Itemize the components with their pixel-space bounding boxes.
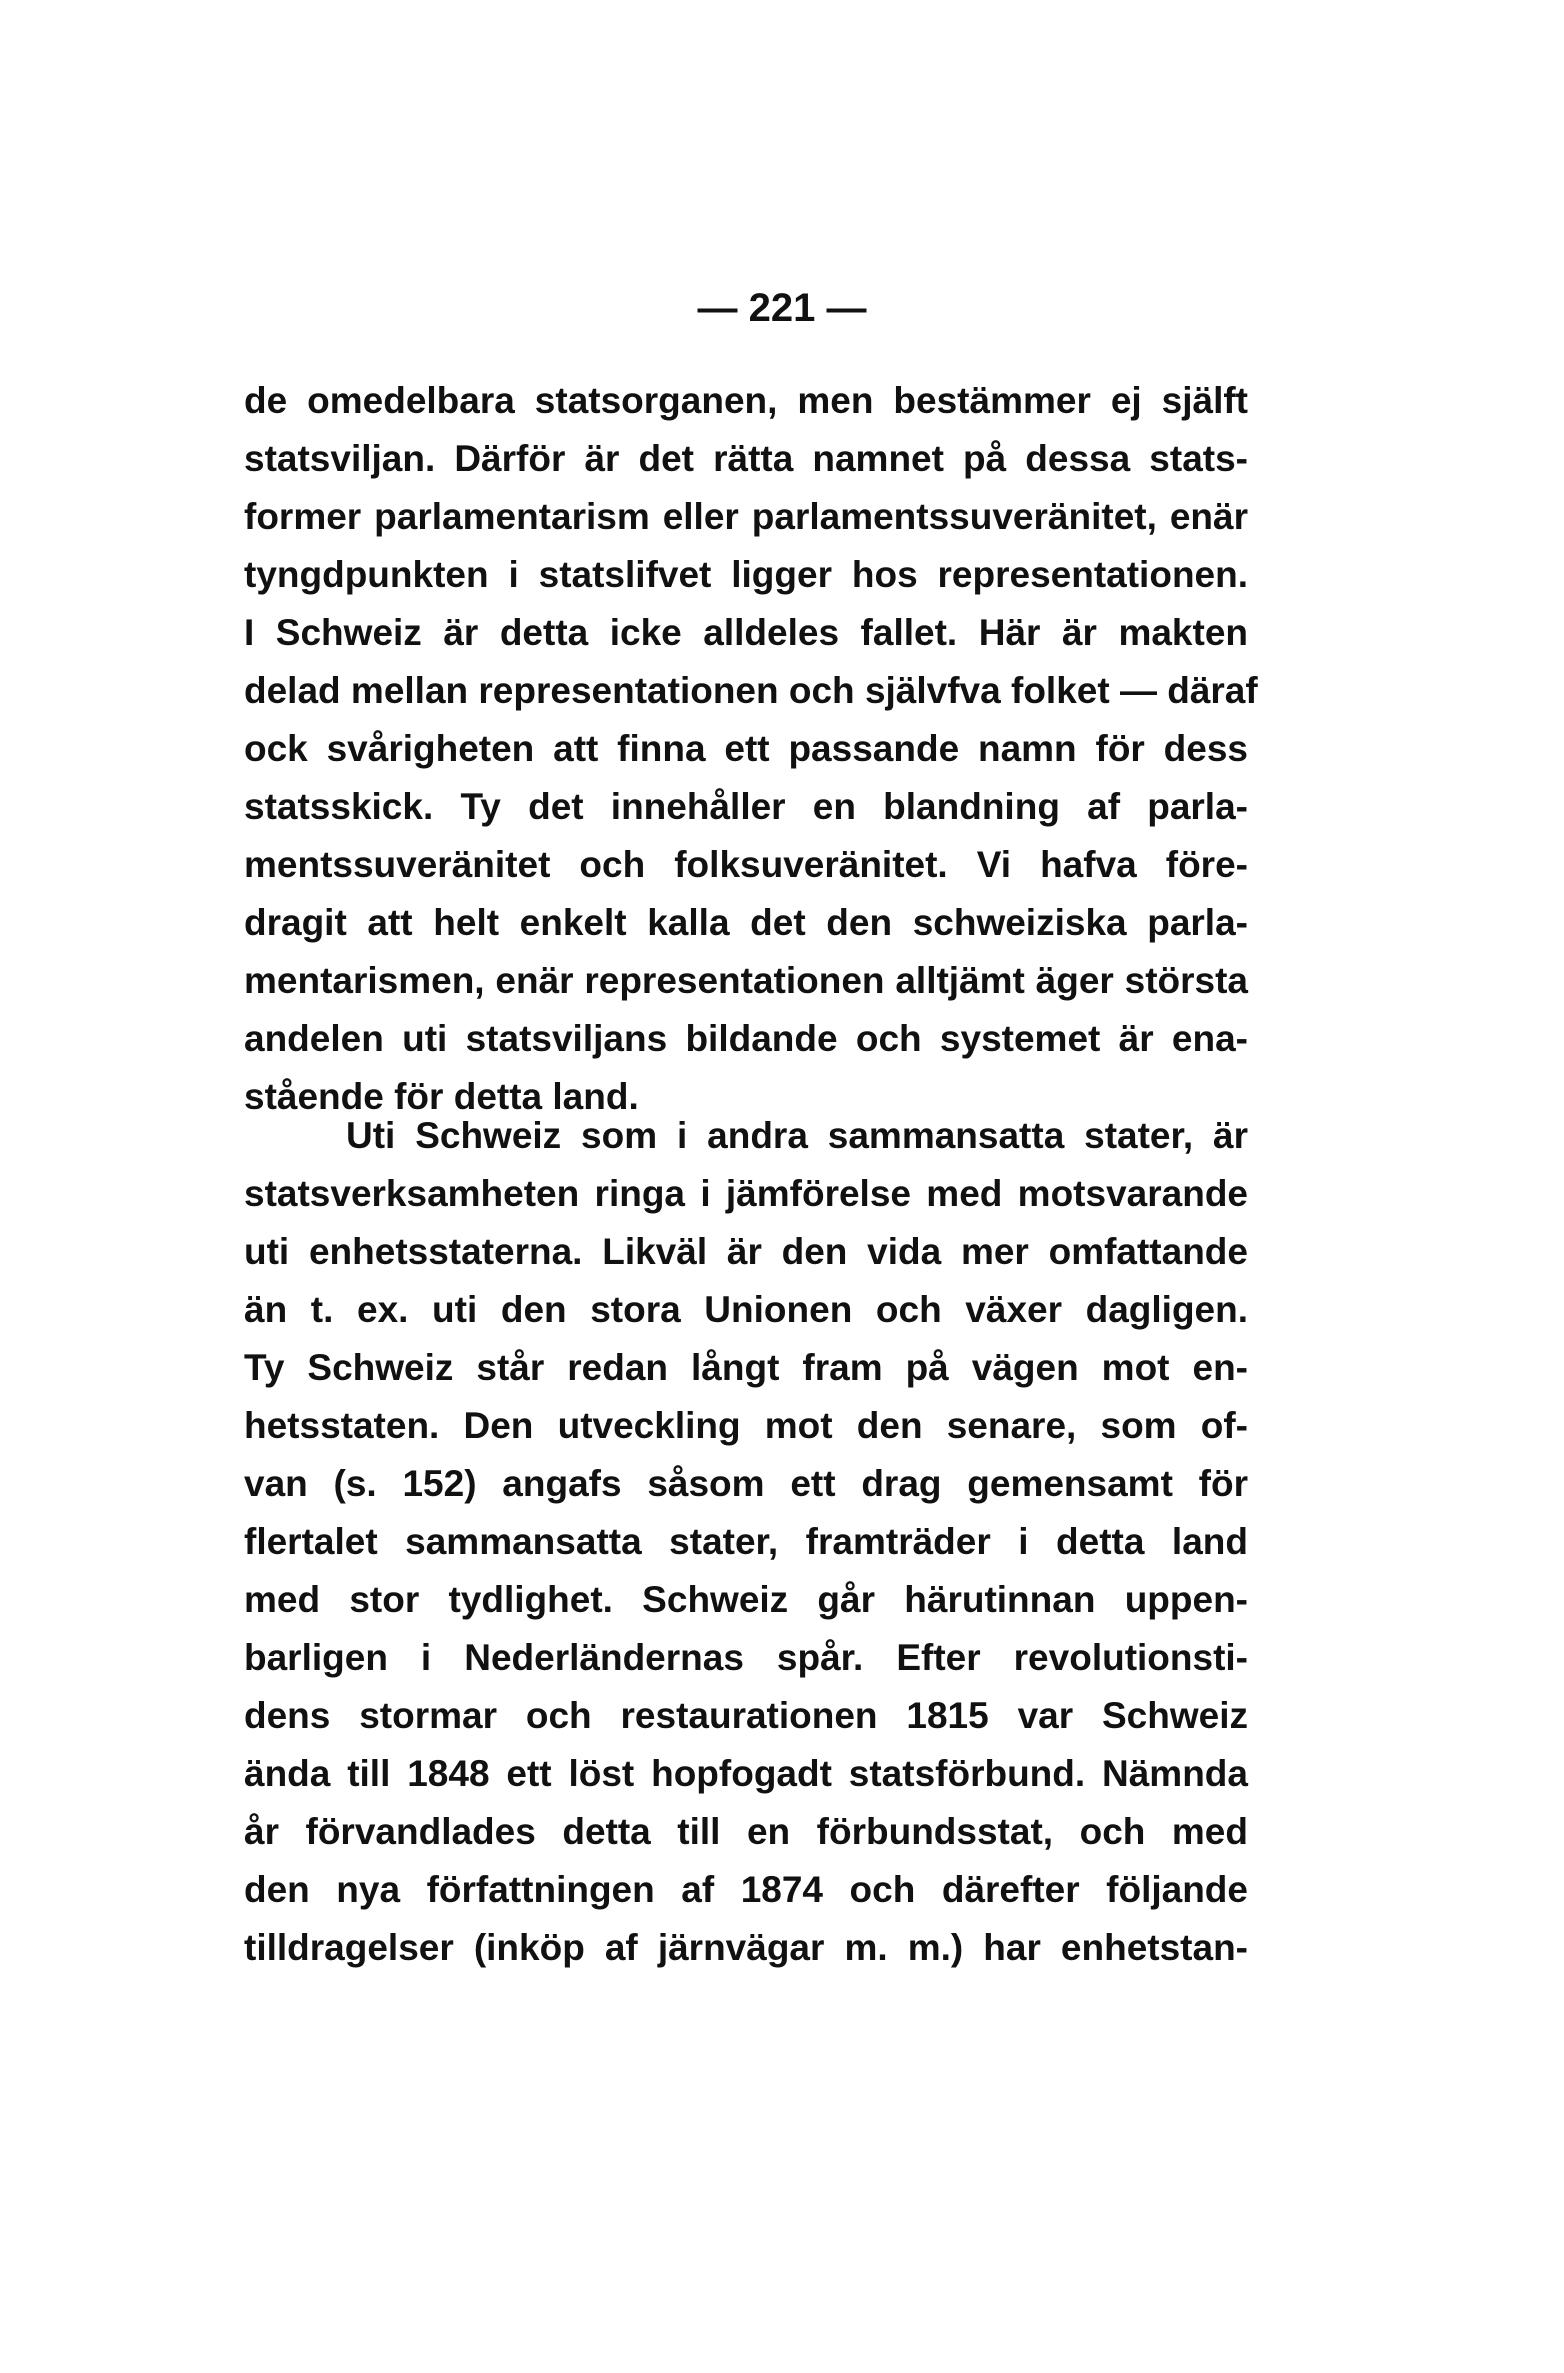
- text-line: Uti Schweiz som i andra sammansatta stater, är: [346, 1115, 1248, 1156]
- text-line: barligen i Nederländernas spår. Efter revolutionsti-: [244, 1637, 1248, 1678]
- text-line: med stor tydlighet. Schweiz går härutinnan uppen-: [244, 1579, 1248, 1620]
- text-line: dragit att helt enkelt kalla det den schweiziska parla-: [244, 902, 1248, 943]
- text-line: flertalet sammansatta stater, framträder i detta land: [244, 1521, 1248, 1562]
- text-line: tilldragelser (inköp af järnvägar m. m.) har enhetstan-: [244, 1927, 1248, 1968]
- text-line: I Schweiz är detta icke alldeles fallet. Här är makten: [244, 612, 1248, 653]
- text-line: stående för detta land.: [244, 1076, 639, 1117]
- text-line: dens stormar och restaurationen 1815 var Schweiz: [244, 1695, 1248, 1736]
- text-line: statsskick. Ty det innehåller en blandning af parla-: [244, 786, 1248, 827]
- paragraph-2: [244, 1107, 1248, 1977]
- text-line: andelen uti statsviljans bildande och systemet är ena-: [244, 1018, 1248, 1059]
- text-line: ock svårigheten att finna ett passande namn för dess: [244, 728, 1248, 769]
- text-line: van (s. 152) angafs såsom ett drag gemensamt för: [244, 1463, 1248, 1504]
- text-line: hetsstaten. Den utveckling mot den senare, som of-: [244, 1405, 1248, 1446]
- text-line: statsviljan. Därför är det rätta namnet på dessa stats-: [244, 438, 1248, 479]
- text-line: ända till 1848 ett löst hopfogadt statsförbund. Nämnda: [244, 1753, 1248, 1794]
- text-line: uti enhetsstaterna. Likväl är den vida mer omfattande: [244, 1231, 1248, 1272]
- text-line: än t. ex. uti den stora Unionen och växer dagligen.: [244, 1289, 1248, 1330]
- text-line: tyngdpunkten i statslifvet ligger hos representationen.: [244, 554, 1248, 595]
- text-line: statsverksamheten ringa i jämförelse med motsvarande: [244, 1173, 1248, 1214]
- text-line: former parlamentarism eller parlamentssuveränitet, enär: [244, 496, 1248, 537]
- text-line: delad mellan representationen och självfva folket — däraf: [244, 670, 1258, 711]
- page-number: — 221 —: [697, 286, 867, 330]
- text-line: de omedelbara statsorganen, men bestämmer ej själft: [244, 380, 1248, 421]
- text-line: mentarismen, enär representationen alltjämt äger största: [244, 960, 1248, 1001]
- paragraph-1: [244, 372, 1258, 1126]
- text-line: Ty Schweiz står redan långt fram på vägen mot en-: [244, 1347, 1248, 1388]
- text-line: år förvandlades detta till en förbundsstat, och med: [244, 1811, 1248, 1852]
- text-line: mentssuveränitet och folksuveränitet. Vi hafva före-: [244, 844, 1248, 885]
- text-line: den nya författningen af 1874 och därefter följande: [244, 1869, 1248, 1910]
